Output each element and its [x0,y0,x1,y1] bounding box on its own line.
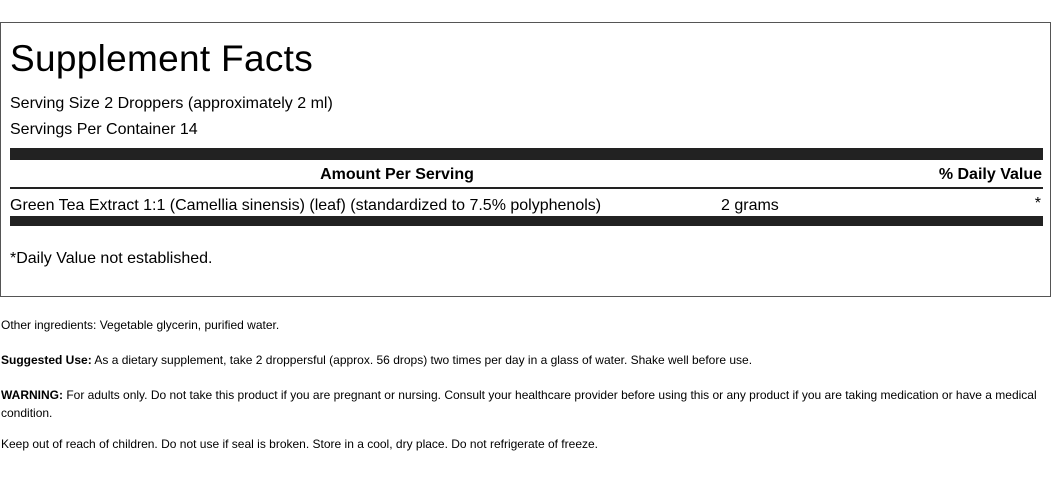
warning-text: For adults only. Do not take this product if you are pregnant or nursing. Consult your healthcare provider before using this or any product if you are taking medication or have a medical condition. [1,388,1037,420]
other-ingredients: Other ingredients: Vegetable glycerin, purified water. [1,318,280,332]
serving-size: Serving Size 2 Droppers (approximately 2 ml) [10,95,333,112]
amount-per-serving-header: Amount Per Serving [320,166,474,183]
ingredient-amount: 2 grams [721,197,779,214]
divider-thick-top [10,148,1043,160]
supplement-facts-panel [0,22,1051,297]
product-notes [1,316,1041,470]
ingredient-daily-value: * [1034,195,1041,212]
daily-value-header: % Daily Value [938,166,1042,183]
suggested-use-label: Suggested Use: [1,353,92,367]
divider-thick-bottom [10,216,1043,226]
servings-per-container: Servings Per Container 14 [10,121,198,138]
warning-label: WARNING: [1,388,63,402]
warning [1,386,1041,422]
suggested-use [1,351,1041,369]
suggested-use-text: As a dietary supplement, take 2 droppersful (approx. 56 drops) two times per day in a glass of water. Shake well before use. [91,353,753,367]
storage-instructions: Keep out of reach of children. Do not use if seal is broken. Store in a cool, dry place. Do not refrigerate of freeze. [1,437,598,451]
daily-value-footnote: *Daily Value not established. [10,250,213,267]
divider-thin [10,187,1043,189]
ingredient-name: Green Tea Extract 1:1 (Camellia sinensis) (leaf) (standardized to 7.5% polyphenols) [10,197,602,214]
facts-title: Supplement Facts [10,38,314,79]
